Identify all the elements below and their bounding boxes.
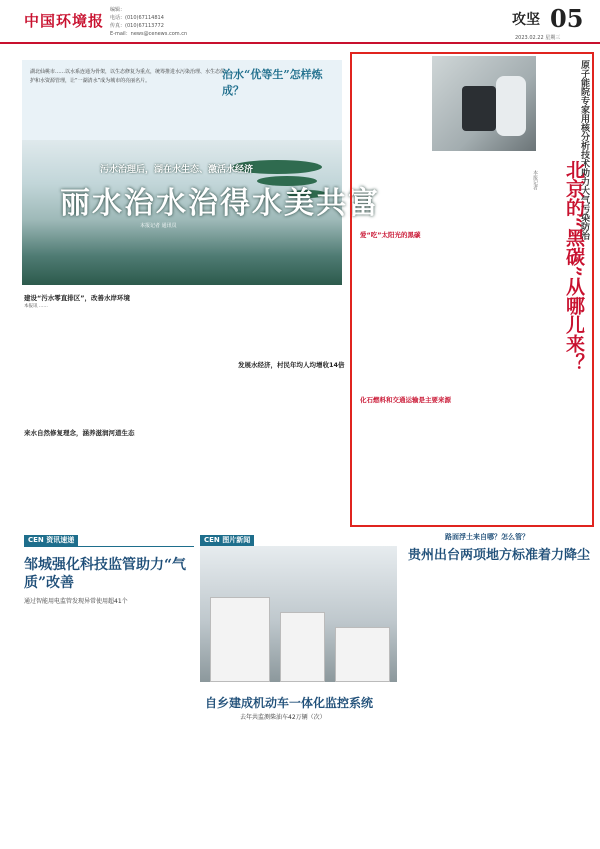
city-photo [200,546,397,682]
feature-overtitle: 污水治理后，湖在水生态、激活水经济 [100,165,254,175]
tag-photo-news: CEN 图片新闻 [200,535,254,546]
story-deck-vertical: 原子能院专家用核分析技术助力大气污染防治 [579,60,589,240]
building-shape [210,597,270,682]
story-subhead-1: 爱“吃”太阳光的黑碳 [360,231,421,239]
lab-photo [432,56,536,151]
left-headline: 邹城强化科技监管助力“气质”改善 [24,557,187,591]
middle-subheadline: 去年共监测柴油车42万辆（次） [240,714,326,721]
info-line: E-mail：news@cenews.com.cn [110,31,188,37]
building-shape [280,612,325,682]
divider [24,546,194,547]
newspaper-logo: 中国环境报 [24,12,105,30]
left-subheadline: 通过智能用电监管发现异常使用超41个 [24,598,128,605]
subhead-2: 发展水经济，村民年均人均增收14倍 [238,361,345,369]
section-title: 攻坚 [512,12,540,28]
info-line: 编辑： [110,7,126,13]
story-byline: 本报记者 [532,170,538,190]
story-title-vertical: 北京的“黑碳”从哪儿来？ [563,160,585,372]
right-headline: 贵州出台两项地方标准着力降尘 [408,548,591,563]
feature-title: 丽水治水治得水美共富 [60,186,380,221]
subhead-3: 来水自然修复理念，涵养滋润河道生态 [24,429,135,437]
lead-box [22,60,342,144]
researcher-shape [496,76,526,136]
page-number: 05 [550,4,584,33]
feature-byline: 本报记者 通讯员 [140,223,177,229]
publication-date: 2023.02.22 星期三 [515,35,561,41]
subhead-1: 建设“污水零直排区”，改善水岸环境 [24,294,131,302]
story-subhead-2: 化石燃料和交通运输是主要来源 [360,396,451,404]
body-column: 本报讯 …… [24,304,48,309]
right-kicker: 路面浮土来自哪？怎么管？ [445,533,529,541]
microscope-shape [462,86,496,131]
masthead [0,0,600,44]
lead-paragraph: 湖北仙桃市……以水系连通为骨架，以生态修复为重点，统筹推进水污染治理、水生态保护和水资源管理，让“一湖清水”成为城市的亮丽名片。 [30,69,226,84]
middle-headline: 自乡建成机动车一体化监控系统 [205,696,374,710]
tag-news-brief: CEN 资讯速递 [24,535,78,546]
building-shape [335,627,390,682]
info-line: 电话：(010)67114814 [110,15,164,21]
lead-headline: 治水“优等生”怎样炼成？ [222,68,323,97]
masthead-info [110,6,187,38]
info-line: 传真：(010)67113772 [110,23,164,29]
